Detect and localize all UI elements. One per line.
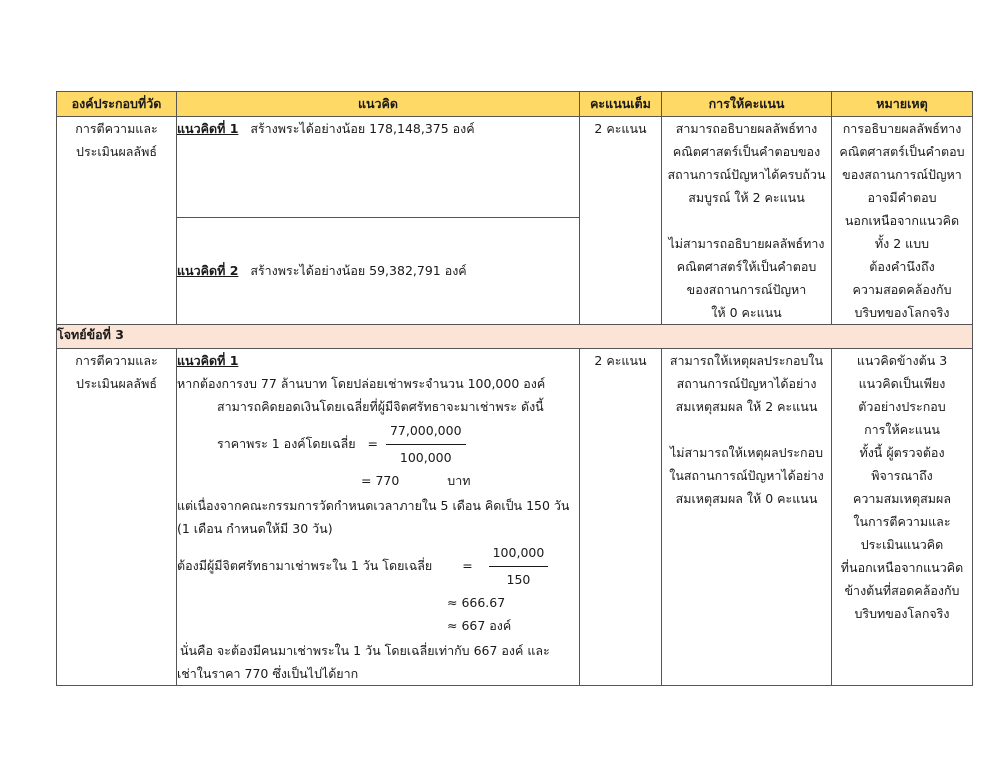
row1-full-score: 2 คะแนน bbox=[580, 117, 662, 325]
result1-value: = 770 bbox=[361, 473, 400, 488]
row1-component bbox=[57, 117, 177, 325]
row2-approx1: ≈ 666.67 bbox=[447, 595, 506, 610]
row1-scoring-line: สมบูรณ์ ให้ 2 คะแนน bbox=[688, 190, 805, 205]
row2-scoring-line: ไม่สามารถให้เหตุผลประกอบ bbox=[669, 445, 824, 460]
equals-sign-2: = bbox=[462, 558, 473, 573]
row2-component-line: การตีความและ bbox=[75, 353, 158, 368]
row1-note-line: การอธิบายผลลัพธ์ทาง bbox=[842, 121, 962, 136]
row2-price-line bbox=[177, 420, 579, 469]
header-component: องค์ประกอบที่วัด bbox=[57, 92, 177, 117]
row1-note-line: ต้องคำนึงถึง bbox=[869, 259, 935, 274]
spacer bbox=[662, 418, 831, 441]
row1-note-line: ทั้ง 2 แบบ bbox=[874, 236, 930, 251]
equals-sign: = bbox=[367, 436, 378, 451]
spacer bbox=[662, 209, 831, 232]
row1-note-line: บริบทของโลกจริง bbox=[854, 305, 950, 320]
row2-note-line: ในการตีความและ bbox=[853, 514, 951, 529]
row2-note bbox=[832, 349, 973, 686]
row1-scoring bbox=[662, 117, 832, 325]
row2-idea-label: แนวคิดที่ 1 bbox=[177, 353, 239, 368]
question-band: โจทย์ข้อที่ 3 bbox=[57, 325, 973, 349]
row1-idea1 bbox=[177, 117, 580, 218]
fraction-price-numerator: 77,000,000 bbox=[386, 420, 466, 445]
row2-note-line: แนวคิดข้างต้น 3 bbox=[856, 353, 948, 368]
row1-scoring-line: ไม่สามารถอธิบายผลลัพธ์ทาง bbox=[668, 236, 825, 251]
header-scoring: การให้คะแนน bbox=[662, 92, 832, 117]
price-label: ราคาพระ 1 องค์โดยเฉลี่ย bbox=[217, 436, 356, 451]
row1-note bbox=[832, 117, 973, 325]
row1-component-line: การตีความและ bbox=[75, 121, 158, 136]
row2-component-line: ประเมินผลลัพธ์ bbox=[76, 376, 157, 391]
row2-note-line: บริบทของโลกจริง bbox=[854, 606, 950, 621]
row1-note-line: ความสอดคล้องกับ bbox=[852, 282, 952, 297]
row2-scoring-line: สถานการณ์ปัญหาได้อย่าง bbox=[676, 376, 817, 391]
fraction-price-denominator: 100,000 bbox=[399, 450, 452, 465]
idea2-label: แนวคิดที่ 2 bbox=[177, 263, 239, 279]
row2-note-line: ความสมเหตุสมผล bbox=[853, 491, 951, 506]
result1-unit: บาท bbox=[447, 473, 471, 488]
row2-result1 bbox=[177, 469, 579, 492]
header-note: หมายเหตุ bbox=[832, 92, 973, 117]
row2-note-line: ข้างต้นที่สอดคล้องกับ bbox=[844, 583, 960, 598]
row2-line1: หากต้องการงบ 77 ล้านบาท โดยปล่อยเช่าพระจำนวน 100,000 องค์ bbox=[177, 376, 546, 391]
fraction-daily bbox=[489, 542, 549, 591]
row1-idea2 bbox=[177, 217, 580, 324]
question-band-row bbox=[57, 325, 973, 349]
row2-note-line: พิจารณาถึง bbox=[871, 468, 933, 483]
fraction-price bbox=[386, 420, 466, 469]
row1-scoring-line: คณิตศาสตร์ให้เป็นคำตอบ bbox=[676, 259, 817, 274]
row2-scoring-line: สามารถให้เหตุผลประกอบใน bbox=[669, 353, 824, 368]
row1-component-line: ประเมินผลลัพธ์ bbox=[76, 144, 157, 159]
avg-label: ต้องมีผู้มีจิตศรัทธามาเช่าพระใน 1 วัน โดยเฉลี่ย bbox=[177, 558, 433, 573]
row2-scoring bbox=[662, 349, 832, 686]
row2-full-score: 2 คะแนน bbox=[580, 349, 662, 686]
row2-approx2: ≈ 667 องค์ bbox=[447, 618, 512, 633]
row2-idea bbox=[177, 349, 580, 686]
row1-note-line: ของสถานการณ์ปัญหา bbox=[842, 167, 962, 182]
header-row bbox=[57, 92, 973, 117]
fraction-daily-numerator: 100,000 bbox=[489, 542, 549, 567]
row2-conclusion1: นั่นคือ จะต้องมีคนมาเช่าพระใน 1 วัน โดยเฉลี่ยเท่ากับ 667 องค์ และ bbox=[180, 643, 550, 658]
row1-scoring-line: สถานการณ์ปัญหาได้ครบถ้วน bbox=[667, 167, 826, 182]
row2-line2: สามารถคิดยอดเงินโดยเฉลี่ยที่ผู้มีจิตศรัทธาจะมาเช่าพระ ดังนี้ bbox=[217, 399, 544, 414]
row2-note-line: ทั้งนี้ ผู้ตรวจต้อง bbox=[859, 445, 945, 460]
row2-note-line: ที่นอกเหนือจากแนวคิด bbox=[840, 560, 964, 575]
row2-note-line: การให้คะแนน bbox=[864, 422, 940, 437]
row1-scoring-line: สามารถอธิบายผลลัพธ์ทาง bbox=[675, 121, 818, 136]
row2-scoring-line: ในสถานการณ์ปัญหาได้อย่าง bbox=[669, 468, 824, 483]
row1-note-line: อาจมีคำตอบ bbox=[867, 190, 937, 205]
idea1-label: แนวคิดที่ 1 bbox=[177, 121, 239, 136]
row2-line4: (1 เดือน กำหนดให้มี 30 วัน) bbox=[177, 521, 333, 536]
row2-component bbox=[57, 349, 177, 686]
row1-scoring-line: คณิตศาสตร์เป็นคำตอบของ bbox=[672, 144, 821, 159]
fraction-daily-denominator: 150 bbox=[506, 572, 531, 587]
idea1-text: สร้างพระได้อย่างน้อย 178,148,375 องค์ bbox=[250, 121, 475, 136]
row2-avg-line bbox=[177, 542, 579, 591]
row2-note-line: ตัวอย่างประกอบ bbox=[858, 399, 946, 414]
scoring-rubric-table bbox=[56, 91, 973, 686]
row1-note-line: คณิตศาสตร์เป็นคำตอบ bbox=[839, 144, 965, 159]
header-full-score: คะแนนเต็ม bbox=[580, 92, 662, 117]
row1-scoring-line: ของสถานการณ์ปัญหา bbox=[686, 282, 807, 297]
header-idea: แนวคิด bbox=[177, 92, 580, 117]
row2-note-line: ประเมินแนวคิด bbox=[860, 537, 944, 552]
row2-conclusion2: เช่าในราคา 770 ซึ่งเป็นไปได้ยาก bbox=[177, 666, 359, 681]
idea2-text: สร้างพระได้อย่างน้อย 59,382,791 องค์ bbox=[250, 263, 467, 279]
row1-scoring-line: ให้ 0 คะแนน bbox=[711, 305, 782, 320]
row2 bbox=[57, 349, 973, 686]
row2-note-line: แนวคิดเป็นเพียง bbox=[858, 376, 946, 391]
row2-scoring-line: สมเหตุสมผล ให้ 2 คะแนน bbox=[675, 399, 818, 414]
row2-line3: แต่เนื่องจากคณะกรรมการวัดกำหนดเวลาภายใน 5 เดือน คิดเป็น 150 วัน bbox=[177, 498, 570, 513]
row1-top bbox=[57, 117, 973, 218]
row2-scoring-line: สมเหตุสมผล ให้ 0 คะแนน bbox=[675, 491, 818, 506]
row1-note-line: นอกเหนือจากแนวคิด bbox=[844, 213, 960, 228]
